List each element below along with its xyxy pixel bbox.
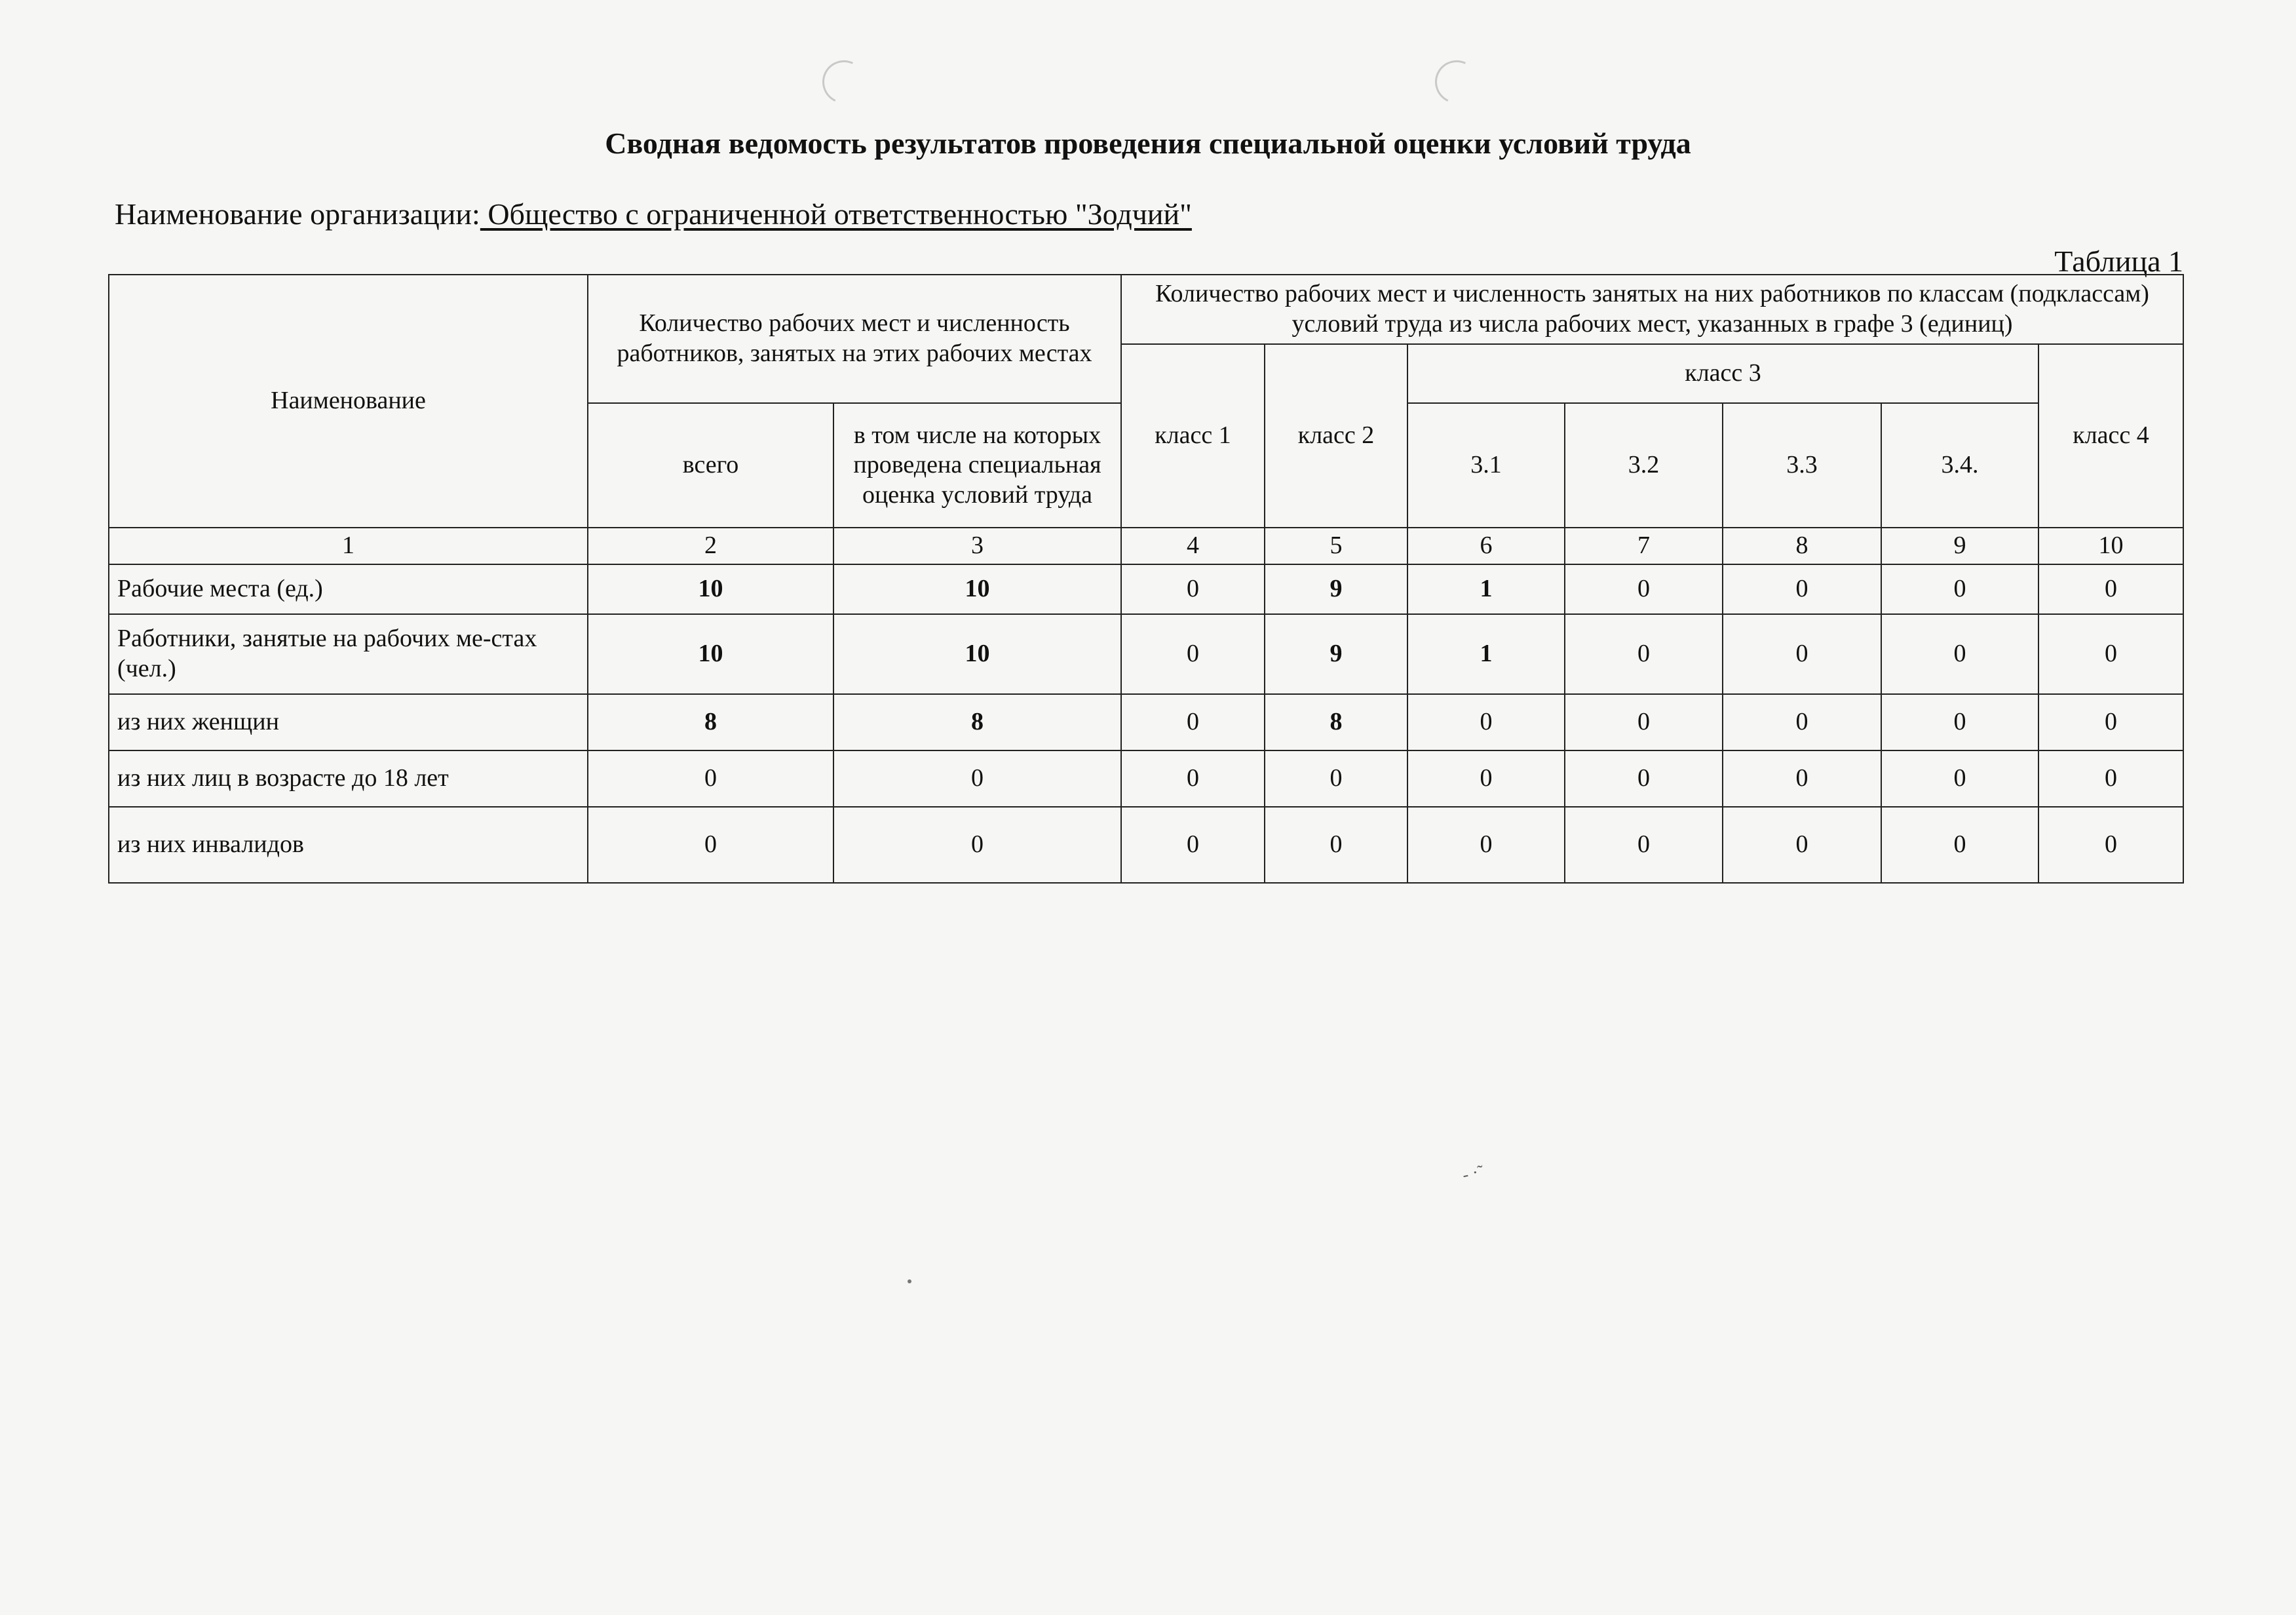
table-cell: 0	[1265, 807, 1407, 883]
table-cell: 10	[833, 614, 1121, 694]
table-cell: 0	[2038, 564, 2183, 614]
table-row	[109, 750, 2183, 807]
table-cell: 0	[2038, 614, 2183, 694]
header-class2: класс 2	[1265, 344, 1407, 528]
table-cell: 0	[1723, 807, 1881, 883]
table-cell: 1	[1407, 564, 1565, 614]
header-subclass-3-3: 3.3	[1723, 403, 1881, 528]
column-number: 10	[2038, 528, 2183, 564]
results-table	[108, 274, 2184, 884]
table-cell: 8	[1265, 694, 1407, 750]
table-cell: 0	[1881, 564, 2038, 614]
table-cell: 0	[1723, 564, 1881, 614]
header-subclass-3-2: 3.2	[1565, 403, 1723, 528]
table-cell: 0	[1407, 750, 1565, 807]
table-cell: 0	[1121, 694, 1265, 750]
table-row	[109, 807, 2183, 883]
header-total: всего	[588, 403, 833, 528]
table-cell: 0	[1881, 807, 2038, 883]
table-cell: 0	[1121, 750, 1265, 807]
header-classes-group: Количество рабочих мест и численность занятых на них работников по классам (подклассам) условий труда из числа рабочих мест, указанных в графе 3 (единиц)	[1121, 275, 2183, 344]
organization-label: Наименование организации:	[115, 197, 480, 231]
column-number: 3	[833, 528, 1121, 564]
table-cell: 0	[2038, 807, 2183, 883]
document-title: Сводная ведомость результатов проведения специальной оценки условий труда	[605, 126, 1691, 160]
table-cell: 10	[588, 614, 833, 694]
punch-hole-mark	[1429, 54, 1485, 110]
column-number-row	[109, 528, 2183, 564]
row-label: Работники, занятые на рабочих ме-стах (чел.)	[109, 614, 588, 694]
table-cell: 0	[1565, 750, 1723, 807]
scan-mark: - ·˜	[1461, 1161, 1486, 1185]
row-label: из них инвалидов	[109, 807, 588, 883]
header-class4: класс 4	[2038, 344, 2183, 528]
organization-line	[115, 197, 1192, 231]
table-cell: 0	[1565, 614, 1723, 694]
punch-hole-mark	[816, 54, 872, 110]
header-subclass-3-1: 3.1	[1407, 403, 1565, 528]
header-assessed: в том числе на которых проведена специальная оценка условий труда	[833, 403, 1121, 528]
table-cell: 8	[833, 694, 1121, 750]
table-cell: 0	[2038, 694, 2183, 750]
table-cell: 0	[1723, 694, 1881, 750]
column-number: 2	[588, 528, 833, 564]
table-cell: 0	[1723, 614, 1881, 694]
table-cell: 0	[1407, 807, 1565, 883]
column-number: 1	[109, 528, 588, 564]
header-class1: класс 1	[1121, 344, 1265, 528]
table-row	[109, 564, 2183, 614]
column-number: 7	[1565, 528, 1723, 564]
table-cell: 0	[1265, 750, 1407, 807]
table-cell: 10	[588, 564, 833, 614]
row-label: из них лиц в возрасте до 18 лет	[109, 750, 588, 807]
row-label: Рабочие места (ед.)	[109, 564, 588, 614]
organization-name: Общество с ограниченной ответственностью "Зодчий"	[480, 197, 1192, 231]
table-cell: 0	[833, 807, 1121, 883]
column-number: 8	[1723, 528, 1881, 564]
row-label: из них женщин	[109, 694, 588, 750]
column-number: 9	[1881, 528, 2038, 564]
table-cell: 9	[1265, 564, 1407, 614]
table-caption: Таблица 1	[2054, 244, 2183, 278]
table-cell: 0	[1121, 564, 1265, 614]
table-cell: 0	[588, 750, 833, 807]
table-cell: 0	[1121, 807, 1265, 883]
column-number: 6	[1407, 528, 1565, 564]
table-cell: 0	[1565, 807, 1723, 883]
table-cell: 0	[1407, 694, 1565, 750]
table-cell: 0	[1565, 564, 1723, 614]
table-cell: 0	[2038, 750, 2183, 807]
table-cell: 0	[1121, 614, 1265, 694]
column-number: 4	[1121, 528, 1265, 564]
header-subclass-3-4: 3.4.	[1881, 403, 2038, 528]
table-cell: 10	[833, 564, 1121, 614]
table-cell: 0	[1723, 750, 1881, 807]
table-cell: 0	[588, 807, 833, 883]
table-cell: 8	[588, 694, 833, 750]
table-cell: 0	[1565, 694, 1723, 750]
table-cell: 0	[1881, 614, 2038, 694]
table-row	[109, 694, 2183, 750]
column-number: 5	[1265, 528, 1407, 564]
table-cell: 9	[1265, 614, 1407, 694]
table-cell: 0	[1881, 694, 2038, 750]
table-cell: 1	[1407, 614, 1565, 694]
header-workplaces-group: Количество рабочих мест и численность работников, занятых на этих рабочих местах	[588, 275, 1121, 403]
scan-speck	[908, 1279, 911, 1283]
table-cell: 0	[1881, 750, 2038, 807]
header-class3: класс 3	[1407, 344, 2038, 403]
header-row-1	[109, 275, 2183, 344]
table-row	[109, 614, 2183, 694]
table-cell: 0	[833, 750, 1121, 807]
header-name: Наименование	[109, 275, 588, 528]
